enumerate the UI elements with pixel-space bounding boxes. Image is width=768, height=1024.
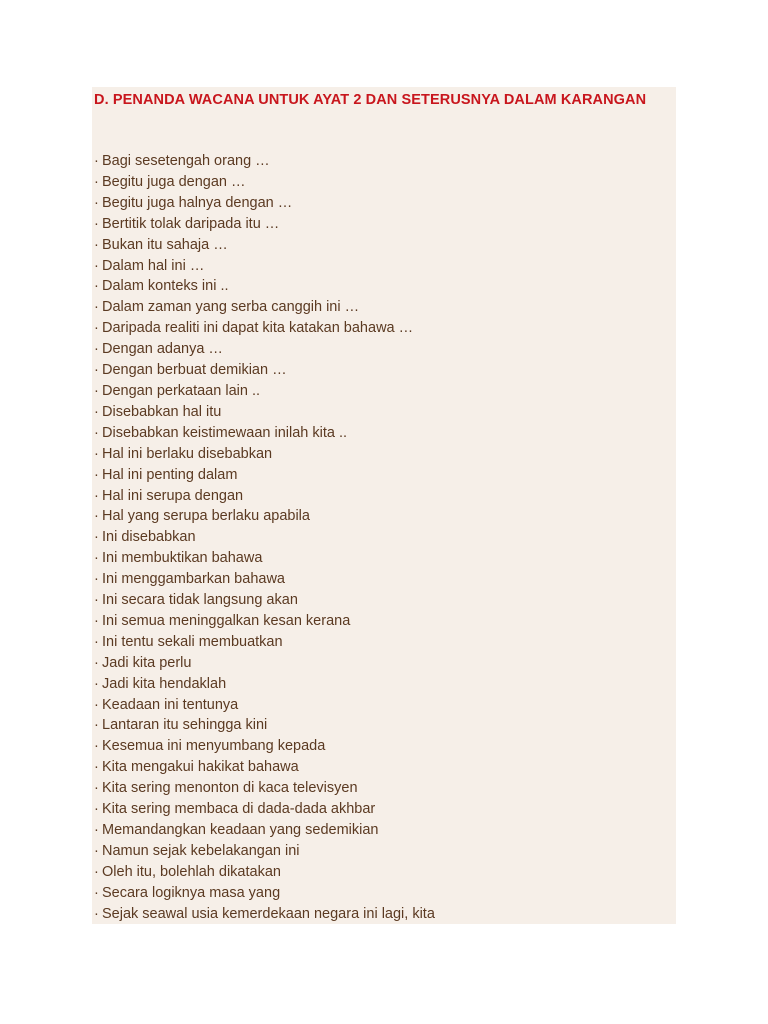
list-item-text: Secara logiknya masa yang [102,884,281,901]
bullet-marker: · [94,424,99,441]
list-item [94,465,435,486]
list-item-text: Kita sering menonton di kaca televisyen [102,780,358,797]
list-item [94,151,435,172]
bullet-marker: · [94,801,99,818]
bullet-marker: · [94,717,99,734]
list-item-text: Memandangkan keadaan yang sedemikian [102,822,379,838]
list-item [94,569,435,590]
list-item-text: Hal yang serupa berlaku apabila [102,508,310,525]
list-item-text: Dengan berbuat demikian … [102,362,287,379]
list-item [94,757,435,778]
list-item [94,674,435,695]
list-item [94,193,435,214]
list-item [94,548,435,569]
list-item-text: Kita mengakui hakikat bahawa [102,759,299,776]
bullet-marker: · [94,759,99,776]
list-item [94,820,435,841]
list-item [94,883,435,904]
bullet-marker: · [94,508,99,525]
list-item-text: Sejak seawal usia kemerdekaan negara ini lagi, kita [102,905,435,922]
list-item-text: Ini menggambarkan bahawa [102,571,285,588]
bullet-marker: · [94,299,99,316]
bullet-marker: · [94,173,99,190]
bullet-marker: · [94,487,99,504]
section-heading: D. PENANDA WACANA UNTUK AYAT 2 DAN SETERUSNYA DALAM KARANGAN [94,92,647,108]
list-item [94,904,435,925]
list-item-text: Begitu juga dengan … [102,173,246,190]
list-item-text: Dalam konteks ini .. [102,278,229,295]
bullet-marker: · [94,884,99,901]
list-item [94,653,435,674]
list-item-text: Begitu juga halnya dengan … [102,194,293,211]
list-item [94,632,435,653]
bullet-marker: · [94,612,99,629]
bullet-marker: · [94,780,99,797]
bullet-marker: · [94,153,99,169]
list-item-text: Bagi sesetengah orang … [102,153,270,169]
bullet-marker: · [94,550,99,567]
list-item [94,360,435,381]
bullet-marker: · [94,320,99,337]
bullet-marker: · [94,445,99,462]
bullet-marker: · [94,257,99,274]
bullet-marker: · [94,341,99,358]
list-item-text: Dengan perkataan lain .. [102,382,260,399]
list-item [94,256,435,277]
list-item [94,527,435,548]
bullet-marker: · [94,236,99,253]
list-item-text: Bertitik tolak daripada itu … [102,215,280,232]
list-item [94,402,435,423]
list-item [94,715,435,736]
list-item [94,486,435,507]
list-item [94,339,435,360]
list-item [94,381,435,402]
list-item-text: Hal ini berlaku disebabkan [102,445,273,462]
list-item-text: Dalam zaman yang serba canggih ini … [102,299,360,316]
list-item [94,799,435,820]
list-item-text: Ini semua meninggalkan kesan kerana [102,612,351,629]
bullet-marker: · [94,529,99,546]
bullet-marker: · [94,403,99,420]
list-item-text: Ini membuktikan bahawa [102,550,263,567]
list-item-text: Dalam hal ini … [102,257,205,274]
bullet-marker: · [94,278,99,295]
list-item-text: Oleh itu, bolehlah dikatakan [102,863,281,880]
list-item [94,695,435,716]
list-item [94,318,435,339]
list-item-text: Hal ini penting dalam [102,466,238,483]
list-item-text: Kesemua ini menyumbang kepada [102,738,326,755]
bullet-marker: · [94,675,99,692]
phrase-list [94,151,435,925]
list-item [94,841,435,862]
bullet-marker: · [94,654,99,671]
bullet-marker: · [94,822,99,838]
list-item [94,778,435,799]
list-item [94,214,435,235]
list-item-text: Jadi kita hendaklah [102,675,227,692]
list-item [94,444,435,465]
bullet-marker: · [94,382,99,399]
list-item [94,235,435,256]
list-item-text: Ini secara tidak langsung akan [102,592,298,609]
list-item-text: Disebabkan hal itu [102,403,222,420]
list-item [94,297,435,318]
bullet-marker: · [94,696,99,713]
list-item [94,276,435,297]
list-item-text: Dengan adanya … [102,341,223,358]
bullet-marker: · [94,905,99,922]
list-item-text: Jadi kita perlu [102,654,192,671]
list-item [94,172,435,193]
list-item-text: Namun sejak kebelakangan ini [102,842,300,859]
list-item [94,506,435,527]
list-item-text: Disebabkan keistimewaan inilah kita .. [102,424,348,441]
list-item [94,423,435,444]
list-item-text: Kita sering membaca di dada-dada akhbar [102,801,376,818]
bullet-marker: · [94,592,99,609]
bullet-marker: · [94,738,99,755]
list-item-text: Ini tentu sekali membuatkan [102,633,283,650]
list-item-text: Lantaran itu sehingga kini [102,717,268,734]
bullet-marker: · [94,194,99,211]
list-item [94,736,435,757]
list-item [94,590,435,611]
list-item [94,611,435,632]
bullet-marker: · [94,571,99,588]
bullet-marker: · [94,466,99,483]
list-item-text: Hal ini serupa dengan [102,487,244,504]
list-item-text: Keadaan ini tentunya [102,696,239,713]
list-item [94,862,435,883]
bullet-marker: · [94,842,99,859]
list-item-text: Bukan itu sahaja … [102,236,228,253]
bullet-marker: · [94,362,99,379]
list-item-text: Ini disebabkan [102,529,196,546]
list-item-text: Daripada realiti ini dapat kita katakan bahawa … [102,320,414,337]
bullet-marker: · [94,863,99,880]
bullet-marker: · [94,633,99,650]
bullet-marker: · [94,215,99,232]
